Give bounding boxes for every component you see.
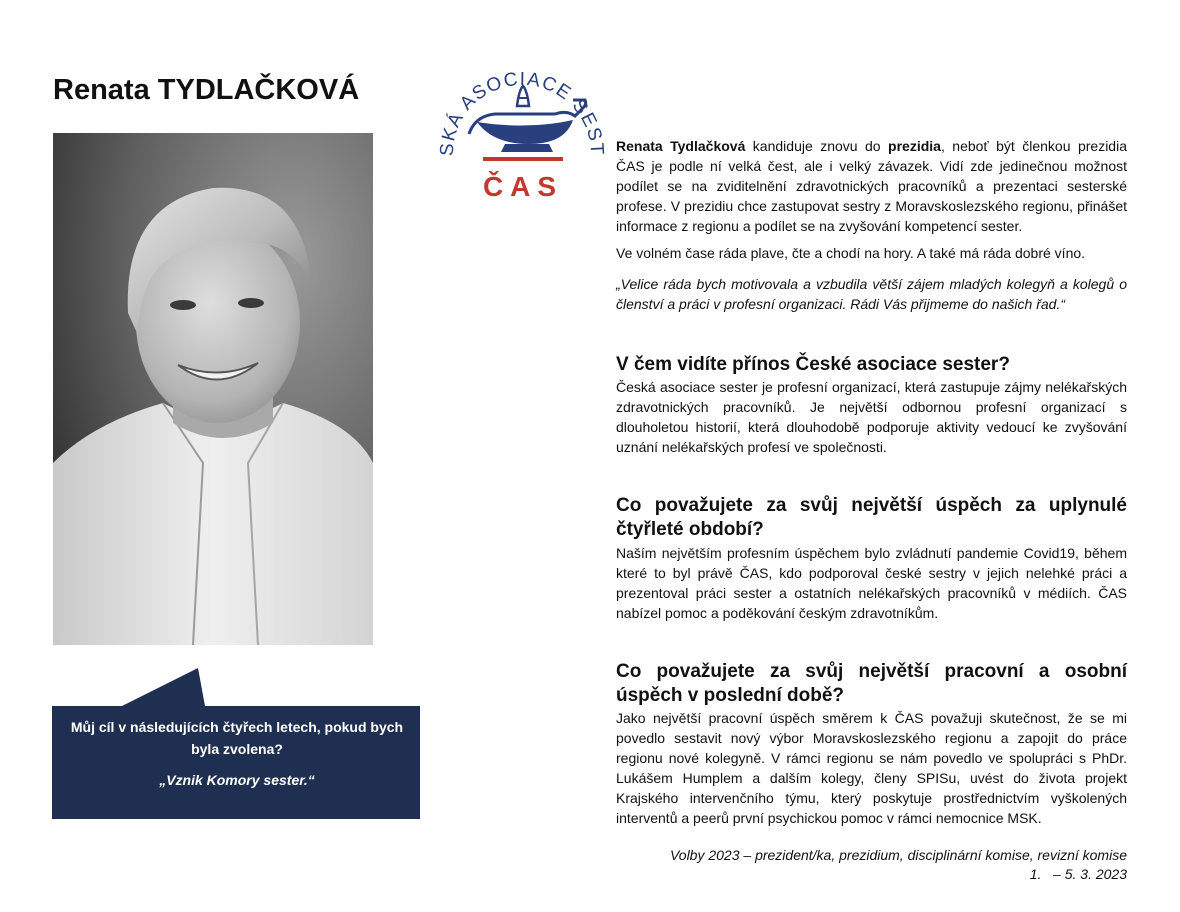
section-title: Co považujete za svůj největší úspěch za uplynulé čtyřleté období? bbox=[616, 495, 1127, 540]
logo-abbr: ČAS bbox=[482, 171, 564, 202]
election-footer bbox=[560, 846, 1127, 884]
footer-line-1: Volby 2023 – prezident/ka, prezidium, disciplinární komise, revizní komise bbox=[669, 847, 1127, 863]
candidate-photo bbox=[53, 133, 373, 645]
footer-line-2: 1. – 5. 3. 2023 bbox=[1029, 866, 1127, 882]
goal-question: Můj cíl v následujících čtyřech letech, pokud bych byla zvolena? bbox=[70, 719, 404, 757]
section-title: Co považujete za svůj největší pracovní a osobní úspěch v poslední době? bbox=[616, 661, 1127, 706]
section-text: Jako největší pracovní úspěch směrem k ČAS považuji skutečnost, že se mi povedlo sestavit nový výbor Moravskoslezského regionu a zapojit do práce regionu nové kolegyně. V rámci regionu se nám povedlo ve spolupráci s PhDr. Lukášem Humplem a dalším kolegy, členy SPISu, uvést do života projekt Krajského intervenčního týmu, který poskytuje prostřednictvím vyškolených interventů a peerů první psychickou pomoc v rámci nemocnice MSK. bbox=[616, 710, 1127, 826]
section-title: V čem vidíte přínos České asociace sester? bbox=[616, 354, 1010, 375]
section-text: Česká asociace sester je profesní organizací, která zastupuje zájmy nelékařských zdravotnických pracovníků. Je největší odbornou profesní organizací s dlouholetou historií, která dlouhodobě podporuje aktivity vedoucí ke zvyšování uznání nelékařských profesí ve společnosti. bbox=[616, 379, 1127, 455]
goal-answer: „Vznik Komory sester.“ bbox=[159, 772, 315, 788]
candidate-name: Renata TYDLAČKOVÁ bbox=[53, 74, 360, 106]
hobby-paragraph: Ve volném čase ráda plave, čte a chodí na hory. A také má ráda dobré víno. bbox=[616, 245, 1086, 261]
intro-paragraph bbox=[616, 136, 1127, 236]
goal-callout bbox=[52, 668, 422, 820]
cas-logo bbox=[433, 36, 609, 204]
section-text: Naším největším profesním úspěchem bylo zvládnutí pandemie Covid19, během které to byl právě ČAS, kdo podporoval české sestry v jejich nelehké práci a prezentoval práci sester a ostatních nelékařských pracovníků v médiích. ČAS nabízel pomoc a poděkování českým zdravotníkům. bbox=[616, 545, 1127, 621]
intro-bold-prezidia: prezidia bbox=[888, 138, 941, 154]
svg-text:ČESKÁ ASOCIACE SESTER: SKÁ ASOCIACE SEST bbox=[436, 68, 608, 157]
intro-part2: , neboť být členkou prezidia ČAS je podle ní velká čest, ale i velký závazek. Vidí zde jedinečnou možnost podílet se na zviditelnění zdravotnických pracovníků a prezentaci sesterské profese. V prezidiu chce zastupovat sestry z Moravskoslezského regionu, přinášet informace z regionu a podílet se na zvyšování kompetencí sester. bbox=[616, 138, 1127, 234]
intro-part1: kandiduje znovu do bbox=[745, 138, 889, 154]
intro-name: Renata Tydlačková bbox=[616, 138, 746, 154]
candidate-quote: „Velice ráda bych motivovala a vzbudila větší zájem mladých kolegyň a kolegů o členství a práci v profesní organizaci. Rádi Vás přijmeme do našich řad.“ bbox=[616, 276, 1127, 312]
